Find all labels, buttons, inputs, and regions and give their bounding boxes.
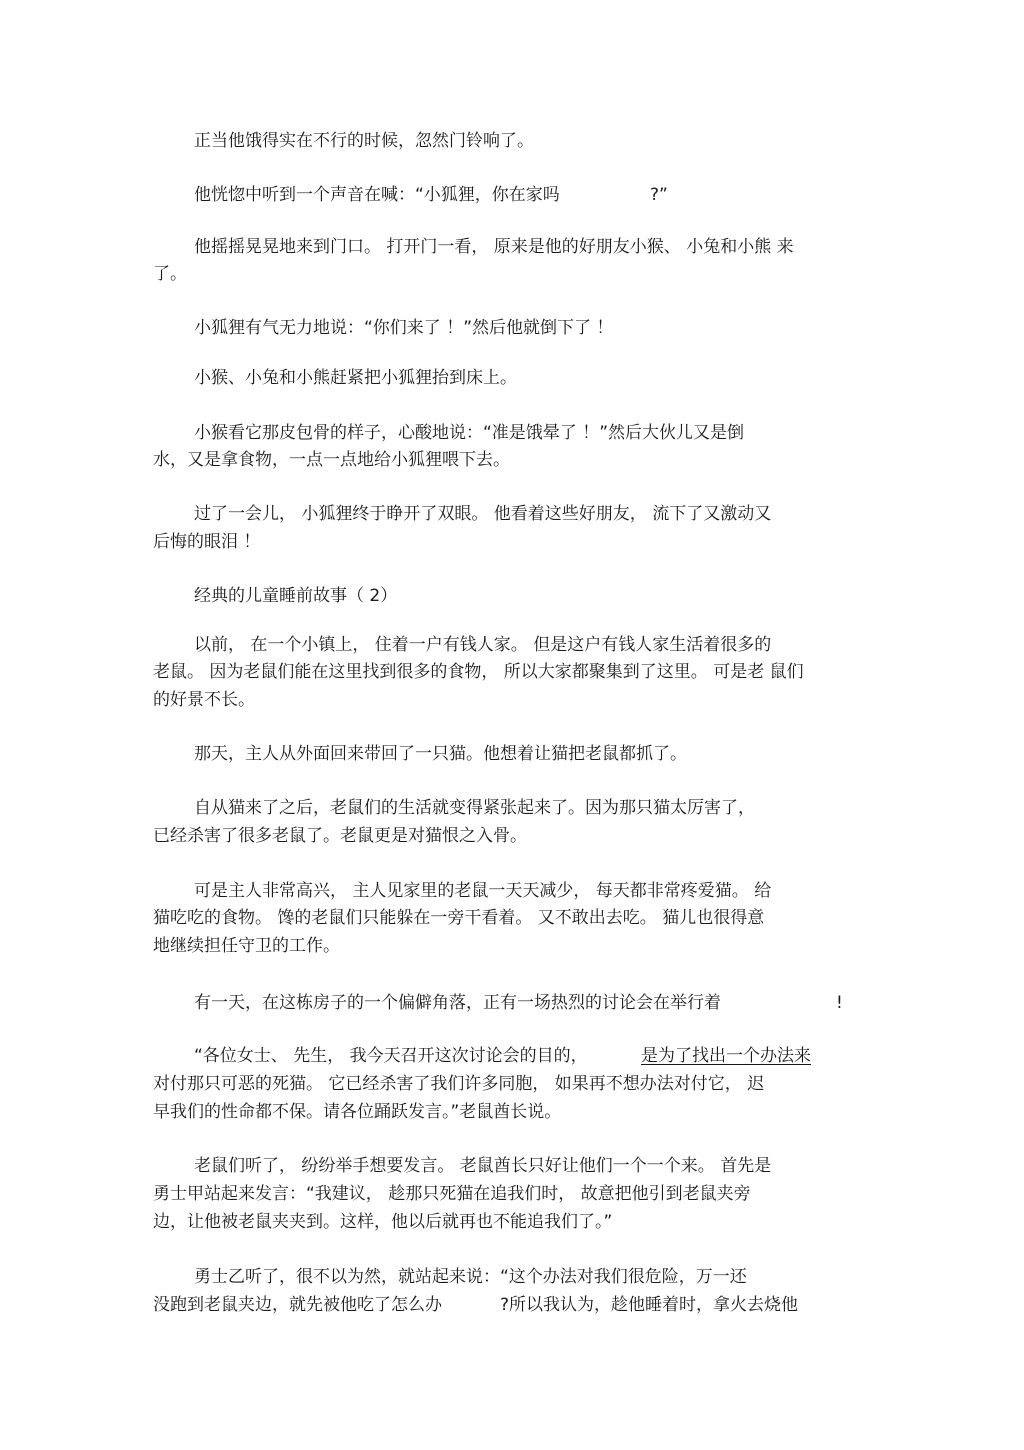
- text-line: 可是主人非常高兴， 主人见家里的老鼠一天天减少， 每天都非常疼爱猫。 给: [194, 881, 772, 901]
- text-line: 的好景不长。: [153, 690, 255, 710]
- text-line: 老鼠们听了， 纷纷举手想要发言。 老鼠酋长只好让他们一个一个来。 首先是: [194, 1156, 772, 1176]
- text-line: 小猴看它那皮包骨的样子，心酸地说：“准是饿晕了 ！”然后大伙儿又是倒: [194, 423, 745, 443]
- text-line: 他恍惚中听到一个声音在喊：“小狐狸，你在家吗: [194, 185, 566, 205]
- text-line: 有一天，在这栋房子的一个偏僻角落，正有一场热烈的讨论会在举行着: [194, 993, 721, 1013]
- text-line: 勇士甲站起来发言：“我建议， 趁那只死猫在追我们时， 故意把他引到老鼠夹旁: [153, 1184, 751, 1204]
- text-line: 过了一会儿， 小狐狸终于睁开了双眼。 他看着这些好朋友， 流下了又激动又: [194, 504, 772, 524]
- underlined-text: 是为了找出一个办法来: [641, 1046, 811, 1066]
- text-line: 猫吃吃的食物。 馋的老鼠们只能躲在一旁干看着。 又不敢出去吃。 猫儿也很得意: [153, 908, 765, 928]
- text-line: 早我们的性命都不保。请各位踊跃发言。”老鼠酋长说。: [153, 1102, 562, 1122]
- text-line: 小猴、小兔和小熊赶紧把小狐狸抬到床上。: [194, 368, 517, 388]
- text-line: 后悔的眼泪 ！: [153, 532, 261, 552]
- text-line: 了。: [153, 264, 187, 284]
- text-line: ?所以我认为，趁他睡着时，拿火去烧他: [500, 1295, 799, 1315]
- text-line: 那天，主人从外面回来带回了一只猫。他想着让猫把老鼠都抓了。: [194, 744, 687, 764]
- text-line: 自从猫来了之后，老鼠们的生活就变得紧张起来了。因为那只猫太厉害了，: [194, 798, 755, 818]
- text-line: 小狐狸有气无力地说：“你们来了 ！”然后他就倒下了 ！: [194, 318, 614, 338]
- text-line: 已经杀害了很多老鼠了。老鼠更是对猫恨之入骨。: [153, 826, 527, 846]
- text-line: 水，又是拿食物，一点一点地给小狐狸喂下去。: [153, 450, 510, 470]
- text-line: “各位女士、 先生， 我今天召开这次讨论会的目的，: [194, 1046, 594, 1066]
- text-line: 对付那只可恶的死猫。 它已经杀害了我们许多同胞， 如果再不想办法对付它， 迟: [153, 1074, 765, 1094]
- text-line: 他摇摇晃晃地来到门口。 打开门一看， 原来是他的好朋友小猴、 小兔和小熊 来: [194, 237, 794, 257]
- section-heading: 经典的儿童睡前故事（ 2）: [194, 586, 398, 606]
- text-line: 没跑到老鼠夹边，就先被他吃了怎么办: [153, 1295, 448, 1315]
- text-line: !: [836, 993, 843, 1013]
- text-line: 老鼠。 因为老鼠们能在这里找到很多的食物， 所以大家都聚集到了这里。 可是老 鼠们: [153, 662, 804, 682]
- text-line: 边，让他被老鼠夹夹到。这样，他以后就再也不能追我们了。”: [153, 1212, 613, 1232]
- text-line: 地继续担任守卫的工作。: [153, 936, 340, 956]
- text-line: 勇士乙听了，很不以为然，就站起来说：“这个办法对我们很危险，万一还: [194, 1267, 747, 1287]
- text-line: 以前， 在一个小镇上， 住着一户有钱人家。 但是这户有钱人家生活着很多的: [194, 635, 772, 655]
- text-line: ?”: [650, 185, 668, 205]
- text-line: 正当他饿得实在不行的时候，忽然门铃响了。: [194, 131, 534, 151]
